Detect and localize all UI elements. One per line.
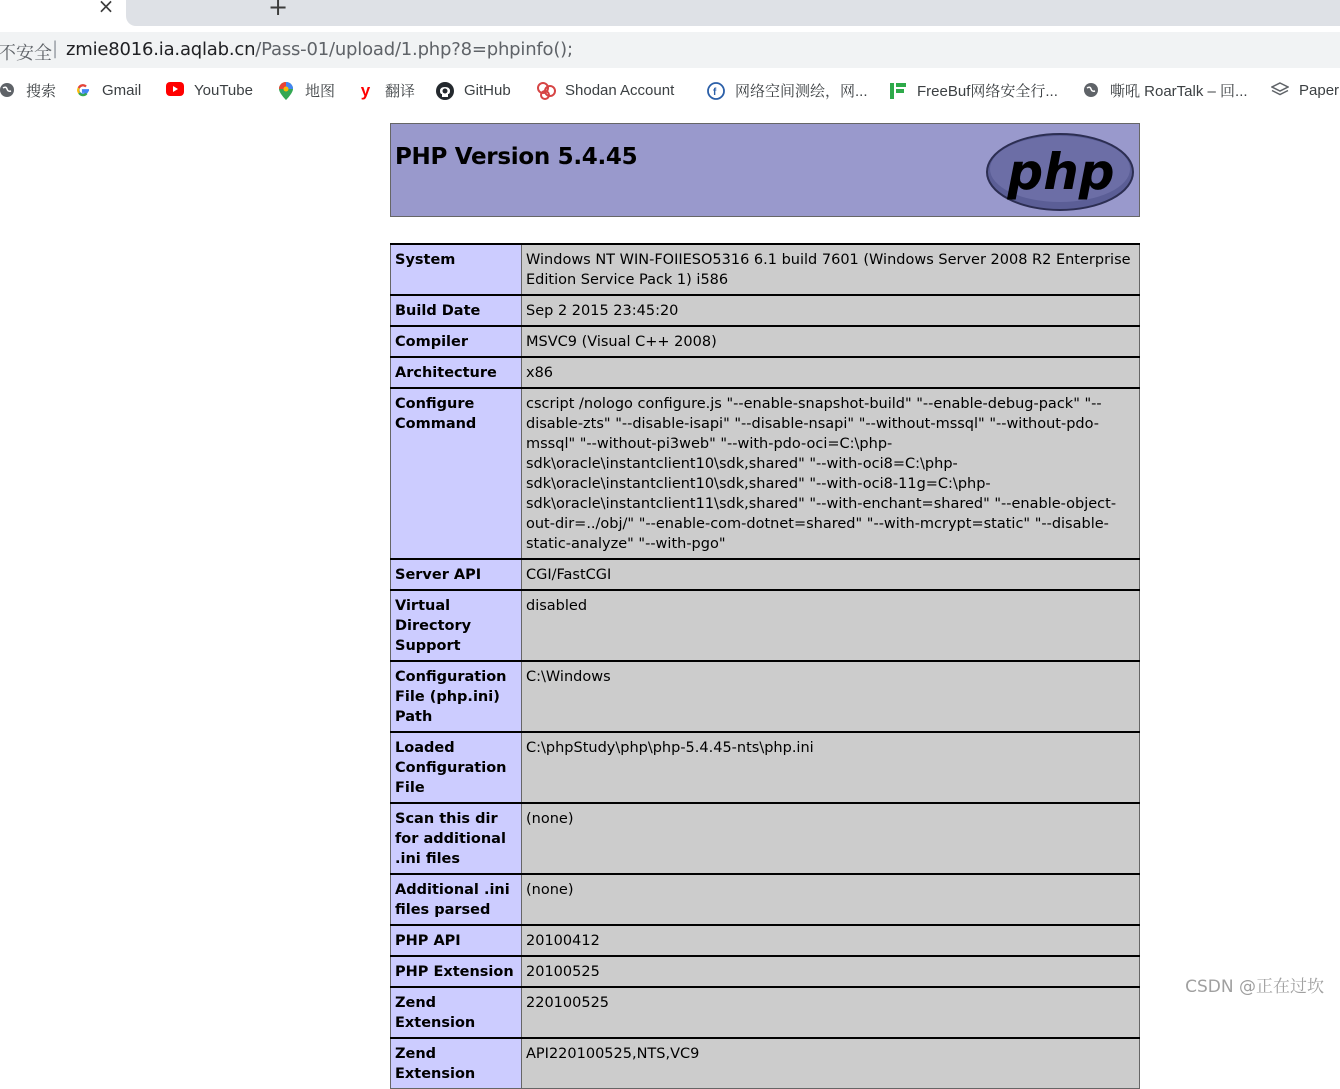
row-key: Server API (391, 559, 522, 590)
row-value: (none) (522, 803, 1140, 874)
table-row (391, 357, 1140, 388)
php-logo-text: php (1006, 143, 1114, 201)
bookmark-label: Shodan Account (565, 82, 674, 99)
row-key: System (391, 244, 522, 295)
row-key: Configure Command (391, 388, 522, 559)
new-tab-button[interactable]: + (268, 0, 288, 21)
google-icon (74, 82, 91, 99)
row-value: MSVC9 (Visual C++ 2008) (522, 326, 1140, 357)
table-row (391, 1038, 1140, 1089)
bookmark-label: GitHub (464, 82, 511, 99)
freebuf-icon (889, 82, 906, 99)
phpinfo-page (390, 123, 1140, 217)
bookmark-label: 地图 (305, 80, 335, 101)
row-key: Loaded Configuration File (391, 732, 522, 803)
bookmark-github[interactable] (436, 80, 511, 100)
table-row (391, 661, 1140, 732)
row-value: Windows NT WIN-FOIIESO5316 6.1 build 7601 (Windows Server 2008 R2 Enterprise Edition Service Pack 1) i586 (522, 244, 1140, 295)
globe-icon (0, 82, 15, 99)
layers-icon (1271, 82, 1288, 99)
bookmark-label: FreeBuf网络安全行... (917, 80, 1058, 101)
row-value: C:\Windows (522, 661, 1140, 732)
row-key: PHP API (391, 925, 522, 956)
row-key: Scan this dir for additional .ini files (391, 803, 522, 874)
bookmark-label: 嘶吼 RoarTalk – 回... (1110, 80, 1248, 101)
tab-strip (0, 0, 1340, 28)
row-value: API220100525,NTS,VC9 (522, 1038, 1140, 1089)
bookmark-search[interactable] (0, 80, 56, 100)
row-value: Sep 2 2015 23:45:20 (522, 295, 1140, 326)
bookmarks-bar (0, 72, 1340, 108)
bookmark-label: Paper (1299, 82, 1339, 99)
bookmark-gmail[interactable] (74, 80, 141, 100)
table-row (391, 956, 1140, 987)
url-host: zmie8016.ia.aqlab.cn (66, 39, 255, 60)
csdn-watermark: CSDN @正在过坎 (1185, 972, 1324, 997)
row-value: 220100525 (522, 987, 1140, 1038)
php-logo[interactable] (985, 132, 1135, 212)
row-value: x86 (522, 357, 1140, 388)
table-row (391, 803, 1140, 874)
row-key: Compiler (391, 326, 522, 357)
shodan-icon (537, 82, 554, 99)
github-icon (436, 82, 453, 99)
row-key: Virtual Directory Support (391, 590, 522, 661)
bookmark-fofa[interactable] (707, 80, 868, 100)
row-value: disabled (522, 590, 1140, 661)
php-version-header (390, 123, 1140, 217)
globe-icon (1082, 82, 1099, 99)
url-text[interactable] (66, 39, 573, 60)
yandex-icon: y (357, 82, 374, 99)
page-title: PHP Version 5.4.45 (395, 144, 637, 170)
bookmark-label: Gmail (102, 82, 141, 99)
bookmark-label: 翻译 (385, 80, 415, 101)
row-value: CGI/FastCGI (522, 559, 1140, 590)
row-key: Zend Extension (391, 987, 522, 1038)
bookmark-freebuf[interactable] (889, 80, 1058, 100)
bookmark-roartalk[interactable] (1082, 80, 1248, 100)
url-path: /Pass-01/upload/1.php?8=phpinfo(); (255, 39, 573, 60)
table-row (391, 874, 1140, 925)
row-value: (none) (522, 874, 1140, 925)
bookmark-maps[interactable] (277, 80, 335, 100)
phpinfo-table (390, 243, 1140, 1089)
bookmark-translate[interactable] (357, 80, 415, 100)
row-value: 20100412 (522, 925, 1140, 956)
table-row (391, 987, 1140, 1038)
address-bar[interactable] (0, 32, 1340, 68)
row-key: PHP Extension (391, 956, 522, 987)
row-key: Build Date (391, 295, 522, 326)
bookmark-label: 搜索 (26, 80, 56, 101)
row-value: 20100525 (522, 956, 1140, 987)
bookmark-youtube[interactable] (166, 80, 253, 100)
table-row (391, 295, 1140, 326)
bookmark-label: 网络空间测绘，网... (735, 80, 868, 101)
row-value: C:\phpStudy\php\php-5.4.45-nts\php.ini (522, 732, 1140, 803)
table-row (391, 559, 1140, 590)
row-key: Architecture (391, 357, 522, 388)
table-row (391, 244, 1140, 295)
youtube-icon (166, 82, 183, 99)
maps-icon (277, 82, 294, 99)
svg-text:f: f (713, 87, 717, 98)
tab-close-button[interactable]: × (96, 0, 116, 18)
tab-strip-background (126, 0, 1340, 26)
security-indicator[interactable]: 不安全 (0, 39, 52, 65)
table-row (391, 326, 1140, 357)
table-row (391, 925, 1140, 956)
table-row (391, 590, 1140, 661)
row-value: cscript /nologo configure.js "--enable-snapshot-build" "--enable-debug-pack" "--disable-zts" "--disable-isapi" "--disable-nsapi" "--without-mssql" "--without-pdo-mssql" "--without-pi3web" "--with-pdo-oci=C:\php-sdk\oracle\instantclient10\sdk,shared" "--with-oci8=C:\php-sdk\oracle\instantclient10\sdk,shared" "--with-oci8-11g=C:\php-sdk\oracle\instantclient11\sdk,shared" "--with-enchant=shared" "--enable-object-out-dir=../obj/" "--enable-com-dotnet=shared" "--with-mcrypt=static" "--disable-static-analyze" "--with-pgo" (522, 388, 1140, 559)
row-key: Additional .ini files parsed (391, 874, 522, 925)
table-row (391, 388, 1140, 559)
table-row (391, 732, 1140, 803)
fofa-icon (707, 82, 724, 99)
bookmark-label: YouTube (194, 82, 253, 99)
row-key: Zend Extension (391, 1038, 522, 1089)
address-separator: | (52, 38, 58, 59)
bookmark-paper[interactable] (1271, 80, 1339, 100)
row-key: Configuration File (php.ini) Path (391, 661, 522, 732)
bookmark-shodan[interactable] (537, 80, 674, 100)
